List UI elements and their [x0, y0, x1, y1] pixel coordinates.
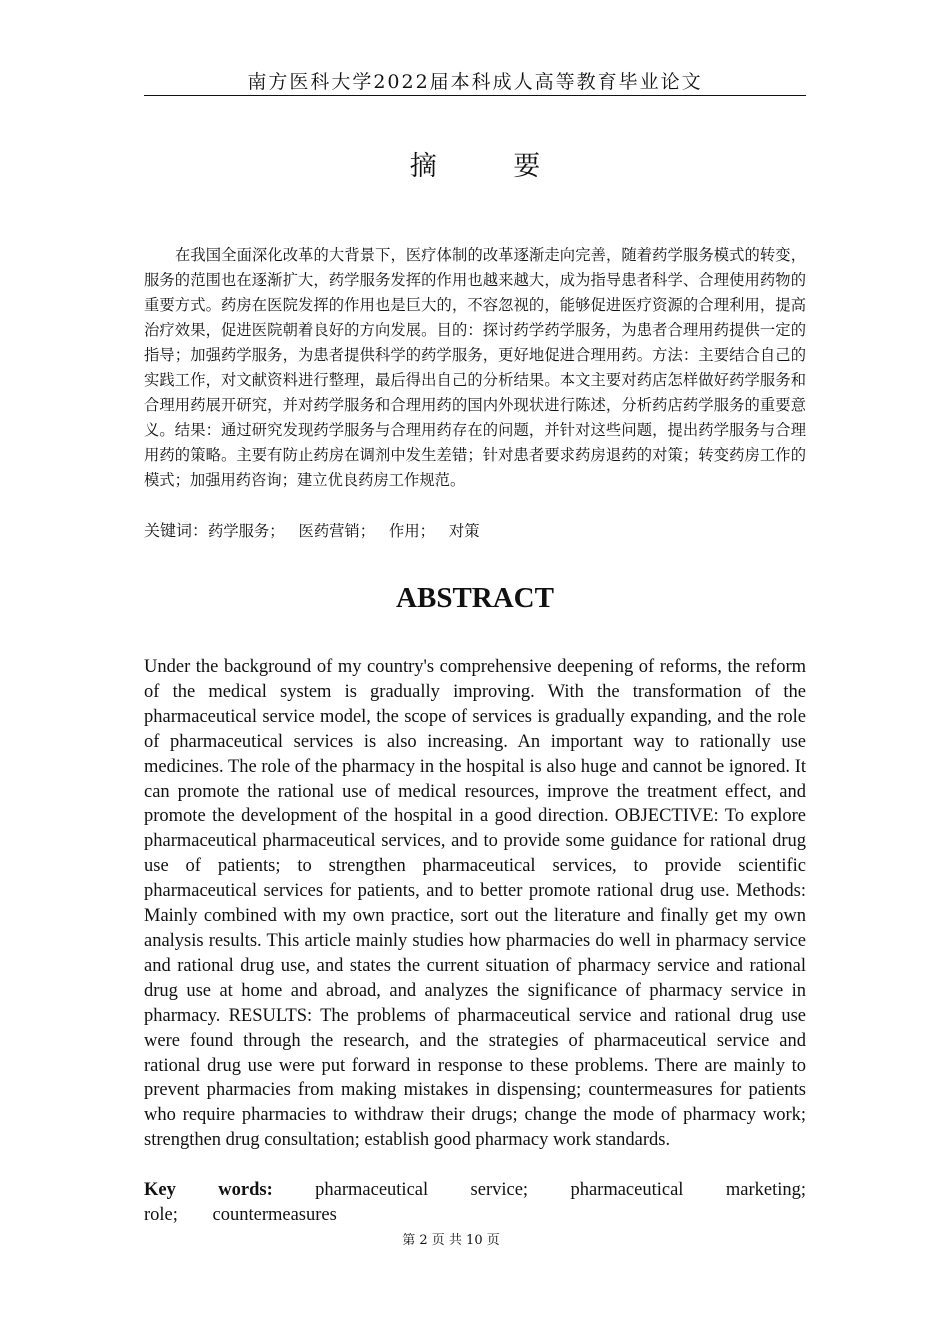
- chinese-keyword: 药学服务；: [208, 522, 285, 540]
- english-keywords: [144, 1178, 806, 1228]
- english-abstract-body: Under the background of my country's comprehensive deepening of reforms, the reform of the medical system is gradually improving. With the transformation of the pharmaceutical service model, the scope of services is gradually expanding, and the role of pharmaceutical services is also increasing. An important way to rationally use medicines. The role of the pharmacy in the hospital is also huge and cannot be ignored. It can promote the rational use of medical resources, improve the treatment effect, and promote the development of the hospital in a good direction. OBJECTIVE: To explore pharmaceutical pharmaceutical services, and to provide some guidance for rational drug use of patients; to strengthen pharmaceutical services, to provide scientific pharmaceutical services for patients, and to better promote rational drug use. Methods: Mainly combined with my own practice, sort out the literature and finally get my own analysis results. This article mainly studies how pharmacies do well in pharmacy service and rational drug use, and states the current situation of pharmacy service and rational drug use at home and abroad, and analyzes the significance of pharmacy service in pharmacy. RESULTS: The problems of pharmaceutical service and rational drug use were found through the research, and the strategies of pharmaceutical service and rational drug use were put forward in response to these problems. There are mainly to prevent pharmacies from making mistakes in dispensing; countermeasures for patients who require pharmacies to withdraw their drugs; change the mode of pharmacy work; strengthen drug consultation; establish good pharmacy work standards.: [144, 657, 806, 1151]
- page-number-footer: 第 2 页 共 10 页: [402, 1233, 500, 1248]
- english-keywords-text: pharmaceutical service; pharmaceutical marketing; role; countermeasures: [144, 1180, 806, 1225]
- english-abstract-title: ABSTRACT: [396, 582, 554, 614]
- english-keywords-label: Key words:: [144, 1180, 273, 1200]
- running-header: 南方医科大学2022届本科成人高等教育毕业论文: [247, 71, 703, 93]
- chinese-keywords: [144, 518, 806, 544]
- chinese-abstract-body: 在我国全面深化改革的大背景下，医疗体制的改革逐渐走向完善，随着药学服务模式的转变，服务的范围也在逐渐扩大，药学服务发挥的作用也越来越大，成为指导患者科学、合理使用药物的重要方式。药房在医院发挥的作用也是巨大的，不容忽视的，能够促进医疗资源的合理利用，提高治疗效果，促进医院朝着良好的方向发展。目的：探讨药学药学服务，为患者合理用药提供一定的指导；加强药学服务，为患者提供科学的药学服务，更好地促进合理用药。方法：主要结合自己的实践工作，对文献资料进行整理，最后得出自己的分析结果。本文主要对药店怎样做好药学服务和合理用药展开研究，并对药学服务和合理用药的国内外现状进行陈述，分析药店药学服务的重要意义。结果：通过研究发现药学服务与合理用药存在的问题，并针对这些问题，提出药学服务与合理用药的策略。主要有防止药房在调剂中发生差错；针对患者要求药房退药的对策；转变药房工作的模式；加强用药咨询；建立优良药房工作规范。: [144, 246, 806, 489]
- header-rule: [144, 95, 806, 96]
- chinese-keyword: 医药营销；: [298, 522, 376, 540]
- chinese-keyword: 作用；: [389, 522, 435, 540]
- chinese-keywords-label: 关键词：: [144, 521, 209, 540]
- chinese-keyword: 对策: [448, 522, 480, 540]
- chinese-abstract-title: 摘 要: [409, 151, 575, 182]
